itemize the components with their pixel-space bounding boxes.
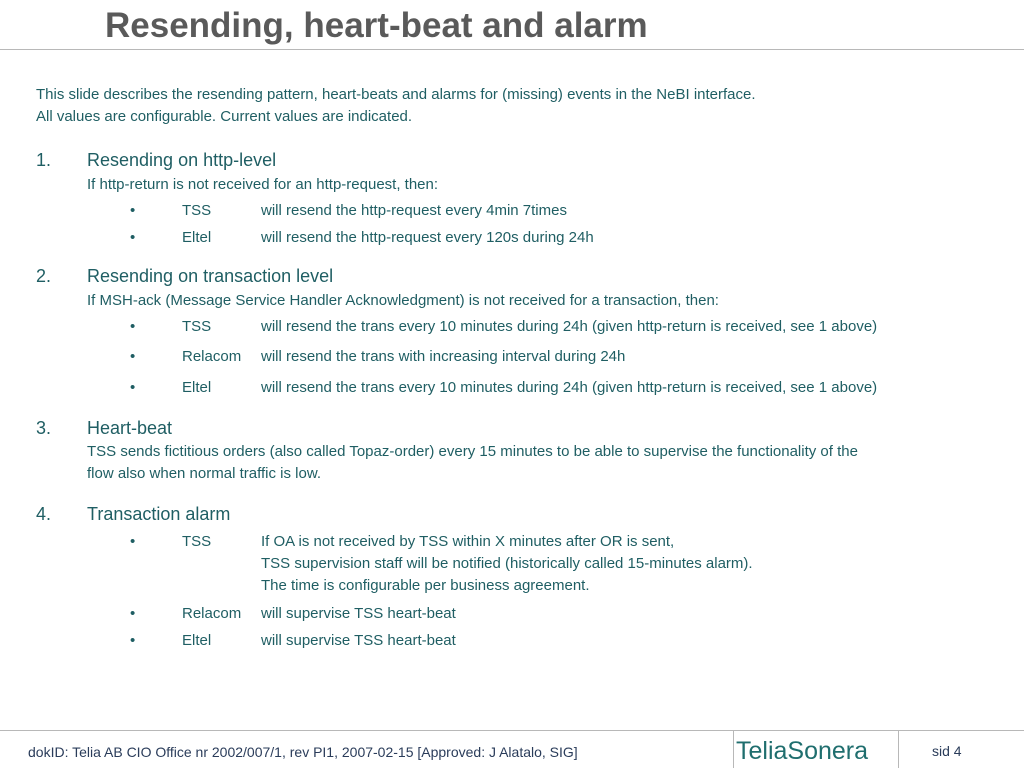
bullet-marker: •: [130, 202, 136, 219]
bullet-marker: •: [130, 379, 136, 396]
bullet-description: will supervise TSS heart-beat: [261, 605, 456, 622]
bullet-marker: •: [130, 533, 136, 550]
bullet-marker: •: [130, 229, 136, 246]
section-text: [87, 441, 858, 485]
bullet-description: will resend the http-request every 120s during 24h: [261, 229, 594, 246]
bullet-system: TSS: [182, 202, 212, 219]
footer-separator: [733, 731, 734, 768]
section-number: 1.: [36, 150, 52, 170]
bullet-system: Relacom: [182, 605, 242, 622]
bullet-marker: •: [130, 318, 136, 335]
bullet-system: Eltel: [182, 229, 212, 246]
bullet-description-line: If OA is not received by TSS within X minutes after OR is sent,: [261, 533, 675, 550]
section-number: 2.: [36, 266, 52, 286]
section-number: 3.: [36, 418, 52, 438]
bullet-marker: •: [130, 632, 136, 649]
teliasonera-logo: [736, 736, 888, 766]
intro-line: All values are configurable. Current values are indicated.: [36, 108, 413, 125]
intro-line: This slide describes the resending pattern, heart-beats and alarms for (missing) events in the NeBI interface.: [36, 86, 756, 103]
title-divider: [0, 49, 1024, 50]
bullet-system: TSS: [182, 318, 212, 335]
section-text-line: flow also when normal traffic is low.: [87, 465, 321, 482]
section-text-line: TSS sends fictitious orders (also called Topaz-order) every 15 minutes to be able to supervise the functionality of the: [87, 443, 858, 460]
section-heading: Resending on transaction level: [87, 266, 334, 286]
bullet-marker: •: [130, 605, 136, 622]
intro-paragraph: [36, 84, 756, 128]
section-heading: Resending on http-level: [87, 150, 277, 170]
bullet-description: will resend the trans with increasing interval during 24h: [261, 348, 626, 365]
footer-doc-id: dokID: Telia AB CIO Office nr 2002/007/1, rev PI1, 2007-02-15 [Approved: J Alatalo, SIG]: [28, 744, 578, 760]
bullet-system: Eltel: [182, 379, 212, 396]
section-number: 4.: [36, 504, 52, 524]
bullet-description-line: TSS supervision staff will be notified (historically called 15-minutes alarm).: [261, 555, 753, 572]
section-heading: Transaction alarm: [87, 504, 231, 524]
logo-text: TeliaSonera: [736, 737, 869, 765]
bullet-description: will resend the http-request every 4min 7times: [261, 202, 567, 219]
footer-divider: [0, 730, 1024, 731]
bullet-description: will resend the trans every 10 minutes during 24h (given http-return is received, see 1 above): [261, 379, 878, 396]
section-text: If MSH-ack (Message Service Handler Acknowledgment) is not received for a transaction, then:: [87, 292, 719, 309]
bullet-system: Relacom: [182, 348, 242, 365]
slide-title: Resending, heart-beat and alarm: [105, 6, 648, 45]
bullet-system: TSS: [182, 533, 212, 550]
bullet-description: will supervise TSS heart-beat: [261, 632, 456, 649]
section-heading: Heart-beat: [87, 418, 173, 438]
bullet-description: [261, 531, 753, 597]
bullet-description: will resend the trans every 10 minutes during 24h (given http-return is received, see 1 above): [261, 318, 878, 335]
footer-separator: [898, 731, 899, 768]
bullet-marker: •: [130, 348, 136, 365]
bullet-description-line: The time is configurable per business agreement.: [261, 577, 590, 594]
bullet-system: Eltel: [182, 632, 212, 649]
page-number: sid 4: [932, 743, 962, 759]
section-text: If http-return is not received for an http-request, then:: [87, 176, 439, 193]
